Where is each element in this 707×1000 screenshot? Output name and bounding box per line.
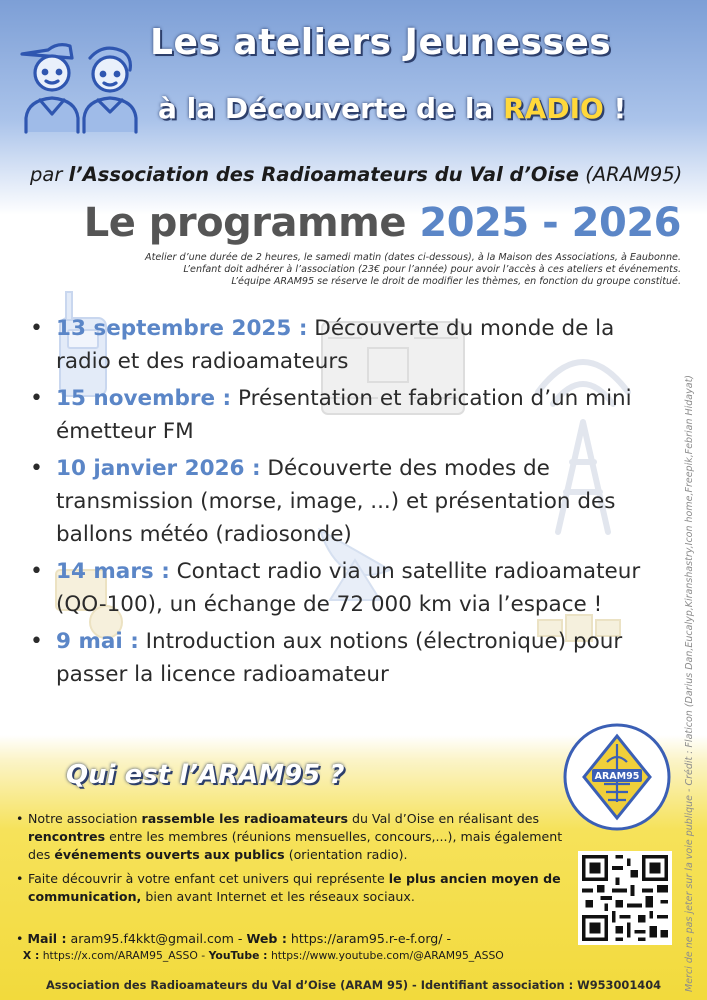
x-link[interactable]: https://x.com/ARAM95_ASSO -	[39, 949, 209, 962]
about-bold: le plus ancien moyen de communication,	[28, 871, 561, 904]
footer-text: Association des Radioamateurs du Val d’Oise (ARAM 95) - Identifiant association : W953001404	[45, 978, 662, 992]
program-item-text: Contact radio via un satellite radioamateur (QO-100), un échange de 72 000 km via l’espace !	[56, 559, 641, 617]
program-item	[30, 625, 670, 691]
program-item-date: 10 janvier 2026 :	[56, 456, 261, 481]
about-text: (orientation radio).	[284, 847, 408, 862]
x-label: X :	[22, 949, 40, 962]
about-text: du Val d’Oise en réalisant des	[347, 811, 540, 826]
aram95-logo	[562, 722, 672, 832]
youtube-label: YouTube :	[208, 949, 268, 962]
about-item	[16, 870, 568, 906]
poster-title: Les ateliers Jeunesses	[150, 22, 612, 63]
program-note: L’équipe ARAM95 se réserve le droit de modifier les thèmes, en fonction du groupe constitué.	[231, 276, 681, 287]
program-list	[30, 312, 670, 695]
program-item-text: Découverte des modes de transmission (morse, image, ...) et présentation des ballons météo (radiosonde)	[56, 456, 616, 547]
poster-subtitle	[158, 92, 698, 125]
bullet-icon: •	[30, 629, 43, 654]
program-note: Atelier d’une durée de 2 heures, le samedi matin (dates ci-dessous), à la Maison des Associations, à Eaubonne.	[145, 252, 681, 263]
qr-code-icon[interactable]	[578, 851, 672, 945]
program-item	[30, 452, 670, 551]
program-item-text: Présentation et fabrication d’un mini émetteur FM	[56, 386, 632, 444]
web-label: Web :	[246, 931, 287, 946]
kids-icon	[14, 28, 144, 138]
subtitle-suffix: !	[603, 92, 627, 125]
about-bold: rencontres	[28, 829, 106, 844]
program-note: L’enfant doit adhérer à l’association (23€ pour l’année) pour avoir l’accès à ces ateliers et événements.	[183, 264, 681, 275]
association-name: l’Association des Radioamateurs du Val d’Oise	[68, 163, 579, 186]
program-item-text: Découverte du monde de la radio et des radioamateurs	[56, 316, 615, 374]
credit-text: Merci de ne pas jeter sur la voie publique - Crédit : Flaticon (Darius Dan,Eucalyp,Kiranshastry,Icon home,Freepik,Febrian Hidayat)	[684, 375, 695, 992]
program-item	[30, 382, 670, 448]
about-bold: rassemble les radioamateurs	[141, 811, 348, 826]
program-item-date: 9 mai :	[56, 629, 139, 654]
program-years: 2025 - 2026	[419, 200, 681, 246]
bullet-icon: •	[30, 559, 43, 584]
bullet-icon: •	[16, 811, 24, 826]
about-bold: événements ouverts aux publics	[54, 847, 285, 862]
logo-text: ARAM95	[594, 771, 640, 782]
subtitle-radio-highlight: RADIO	[503, 92, 604, 125]
bullet-icon: •	[16, 871, 24, 886]
program-title	[84, 200, 681, 246]
about-text: Notre association	[28, 811, 142, 826]
bullet-icon: •	[30, 456, 43, 481]
association-line	[30, 163, 682, 186]
youtube-link[interactable]: https://www.youtube.com/@ARAM95_ASSO	[267, 949, 504, 962]
about-text: Faite découvrir à votre enfant cet univers qui représente	[28, 871, 389, 886]
program-notes	[21, 252, 681, 288]
program-item-date: 15 novembre :	[56, 386, 232, 411]
contact-line-1: • Mail : aram95.f4kkt@gmail.com - Web : https://aram95.r-e-f.org/ -	[16, 931, 452, 946]
web-link[interactable]: https://aram95.r-e-f.org/ -	[286, 931, 452, 946]
contact-block	[16, 930, 576, 964]
program-title-text: Le programme	[83, 200, 406, 246]
program-item-date: 13 septembre 2025 :	[56, 316, 308, 341]
about-list	[16, 810, 568, 912]
about-item	[16, 810, 568, 864]
association-prefix: par	[30, 163, 63, 186]
program-item-date: 14 mars :	[56, 559, 170, 584]
program-item	[30, 312, 670, 378]
about-title: Qui est l’ARAM95 ?	[66, 760, 345, 790]
subtitle-prefix: à la Découverte de la	[158, 92, 494, 125]
mail-label: Mail :	[27, 931, 67, 946]
bullet-icon: •	[30, 386, 43, 411]
bullet-icon: •	[30, 316, 43, 341]
about-text: entre les membres (réunions mensuelles, concours,...), mais également des	[28, 829, 563, 862]
association-abbr: (ARAM95)	[585, 163, 683, 186]
mail-link[interactable]: aram95.f4kkt@gmail.com -	[66, 931, 247, 946]
contact-line-2	[16, 947, 576, 964]
about-text: bien avant Internet et les réseaux sociaux.	[141, 889, 415, 904]
program-item	[30, 555, 670, 621]
program-item-text: Introduction aux notions (électronique) pour passer la licence radioamateur	[56, 629, 623, 687]
